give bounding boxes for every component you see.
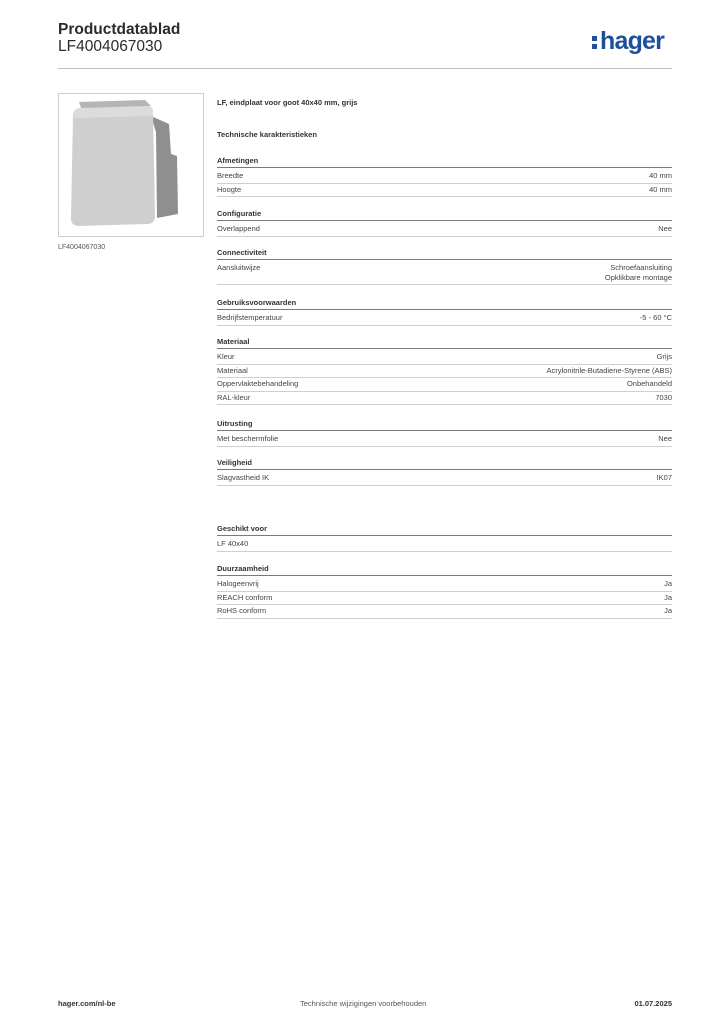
section-title: Geschikt voor bbox=[217, 524, 672, 536]
product-image bbox=[58, 93, 204, 237]
row-value: Nee bbox=[658, 434, 672, 443]
table-row bbox=[217, 578, 672, 592]
section-geschikt-voor bbox=[217, 524, 672, 552]
table-row bbox=[217, 605, 672, 619]
section-afmetingen bbox=[217, 156, 672, 197]
section-title: Veiligheid bbox=[217, 458, 672, 470]
section-configuratie bbox=[217, 209, 672, 237]
section-connectiviteit bbox=[217, 248, 672, 285]
row-value: Ja bbox=[664, 592, 672, 602]
table-row bbox=[217, 184, 672, 198]
logo-text: hager bbox=[600, 27, 665, 55]
row-label: Overlappend bbox=[217, 224, 260, 233]
section-title: Duurzaamheid bbox=[217, 564, 672, 576]
table-row bbox=[217, 351, 672, 365]
header-divider bbox=[58, 68, 672, 69]
row-value: 40 mm bbox=[649, 184, 672, 194]
table-row bbox=[217, 592, 672, 606]
table-row bbox=[217, 262, 672, 285]
image-caption: LF4004067030 bbox=[58, 244, 106, 251]
row-value: Acrylonitrile-Butadiene-Styrene (ABS) bbox=[546, 365, 672, 375]
table-row bbox=[217, 312, 672, 326]
row-label: Met beschermfolie bbox=[217, 434, 279, 443]
section-title: Gebruiksvoorwaarden bbox=[217, 298, 672, 310]
section-duurzaamheid bbox=[217, 564, 672, 619]
row-value: -5 - 60 °C bbox=[639, 313, 672, 322]
row-label: Kleur bbox=[217, 352, 235, 361]
row-value: Ja bbox=[664, 606, 672, 615]
row-value-line: Opklikbare montage bbox=[604, 272, 672, 282]
table-row bbox=[217, 365, 672, 379]
row-label: LF 40x40 bbox=[217, 539, 249, 548]
row-value: Nee bbox=[658, 224, 672, 233]
section-title: Connectiviteit bbox=[217, 248, 672, 260]
row-label: Hoogte bbox=[217, 184, 242, 194]
row-value: 7030 bbox=[655, 392, 672, 402]
row-label: Slagvastheid IK bbox=[217, 473, 270, 482]
table-row bbox=[217, 392, 672, 406]
section-materiaal bbox=[217, 337, 672, 405]
footer-note: Technische wijzigingen voorbehouden bbox=[300, 999, 427, 1008]
row-label: Breedte bbox=[217, 171, 244, 180]
row-label: RoHS conform bbox=[217, 606, 267, 615]
section-title: Uitrusting bbox=[217, 419, 672, 431]
product-description: LF, eindplaat voor goot 40x40 mm, grijs bbox=[217, 98, 358, 107]
section-title: Afmetingen bbox=[217, 156, 672, 168]
row-label: Bedrijfstemperatuur bbox=[217, 313, 283, 322]
page-title: Productdatablad bbox=[58, 21, 181, 38]
footer-link[interactable]: hager.com/nl-be bbox=[58, 999, 116, 1008]
row-value: 40 mm bbox=[649, 171, 672, 180]
section-title: Materiaal bbox=[217, 337, 672, 349]
end-plate-icon bbox=[59, 94, 203, 236]
row-label: Oppervlaktebehandeling bbox=[217, 379, 299, 388]
row-value: Onbehandeld bbox=[626, 379, 672, 388]
section-veiligheid bbox=[217, 458, 672, 486]
technical-heading: Technische karakteristieken bbox=[217, 130, 317, 139]
section-title: Configuratie bbox=[217, 209, 672, 221]
row-value: Grijs bbox=[656, 352, 672, 361]
section-gebruiksvoorwaarden bbox=[217, 298, 672, 326]
table-row bbox=[217, 538, 672, 552]
section-uitrusting bbox=[217, 419, 672, 447]
row-value: IK07 bbox=[656, 473, 672, 482]
footer-date: 01.07.2025 bbox=[634, 999, 672, 1008]
table-row bbox=[217, 433, 672, 447]
row-value-line: Schroefaansluiting bbox=[610, 263, 672, 272]
row-label: RAL-kleur bbox=[217, 392, 251, 402]
table-row bbox=[217, 223, 672, 237]
hager-logo[interactable] bbox=[592, 27, 664, 55]
table-row bbox=[217, 378, 672, 392]
row-value: Ja bbox=[664, 579, 672, 588]
logo-colon-icon bbox=[592, 34, 598, 50]
product-code: LF4004067030 bbox=[58, 38, 163, 55]
row-value bbox=[605, 263, 672, 282]
row-label: Halogeenvrij bbox=[217, 579, 259, 588]
row-label: REACH conform bbox=[217, 592, 273, 602]
row-label: Materiaal bbox=[217, 365, 248, 375]
row-label: Aansluitwijze bbox=[217, 263, 261, 272]
table-row bbox=[217, 472, 672, 486]
table-row bbox=[217, 170, 672, 184]
